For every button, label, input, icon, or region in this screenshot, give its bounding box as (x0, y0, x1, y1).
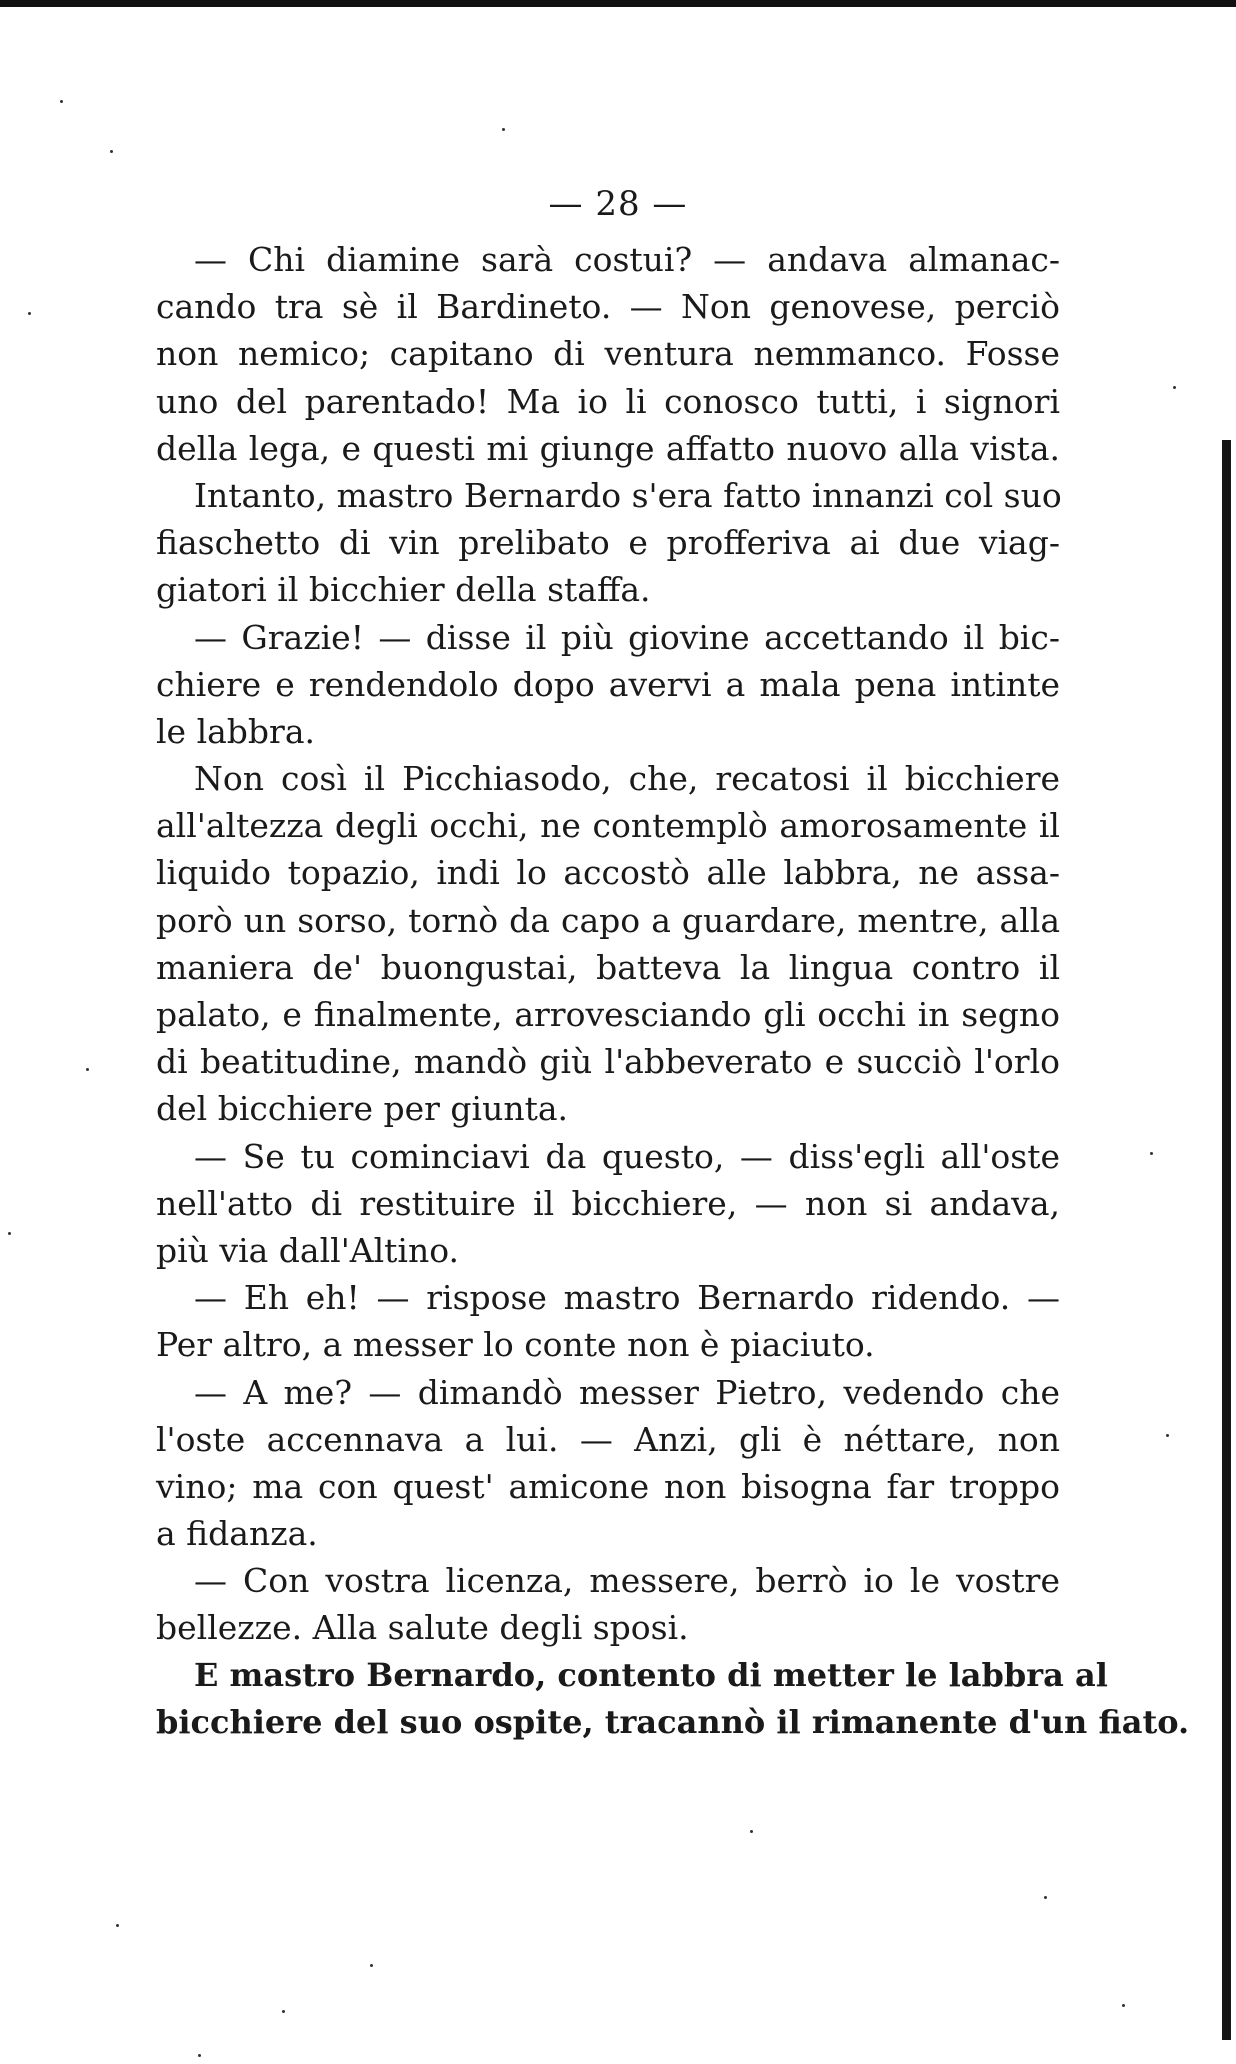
text-line: più via dall'Altino. (156, 1230, 459, 1270)
scan-speck (86, 1068, 89, 1071)
text-line: chiere e rendendolo dopo avervi a mala pena intinte (156, 664, 1060, 704)
text-line: — Con vostra licenza, messere, berrò io le vostre (194, 1561, 1060, 1601)
text-line: Intanto, mastro Bernardo s'era fatto innanzi col suo (194, 475, 1062, 515)
text-line: nell'atto di restituire il bicchiere, — non si andava, (156, 1183, 1060, 1223)
text-line: — A me? — dimandò messer Pietro, vedendo che (194, 1372, 1060, 1412)
text-line: — Se tu cominciavi da questo, — diss'egli all'oste (194, 1136, 1060, 1176)
text-line: giatori il bicchier della staffa. (156, 570, 651, 610)
page-binding-edge (1222, 440, 1231, 2040)
text-line: le labbra. (156, 711, 315, 751)
text-line: bellezze. Alla salute degli sposi. (156, 1608, 689, 1648)
page-number: — 28 — (548, 184, 688, 224)
text-line: all'altezza degli occhi, ne contemplò amorosamente il (156, 806, 1060, 846)
text-line: a fidanza. (156, 1514, 318, 1554)
body-text (156, 236, 1190, 1746)
text-line: Per altro, a messer lo conte non è piaciuto. (156, 1325, 875, 1365)
text-line: palato, e finalmente, arrovesciando gli occhi in segno (156, 995, 1060, 1034)
scan-speck (8, 1232, 11, 1235)
text-line: — Eh eh! — rispose mastro Bernardo ridendo. — (194, 1278, 1060, 1318)
text-line: di beatitudine, mandò giù l'abbeverato e succiò l'orlo (156, 1042, 1060, 1082)
scan-speck (116, 1924, 119, 1927)
text-line: liquido topazio, indi lo accostò alle labbra, ne assa- (156, 853, 1060, 893)
text-line: — Chi diamine sarà costui? — andava almanac- (194, 240, 1060, 279)
scan-speck (370, 1964, 373, 1967)
text-line: porò un sorso, tornò da capo a guardare, mentre, alla (156, 900, 1060, 940)
text-line: — Grazie! — disse il più giovine accettando il bic- (194, 617, 1060, 657)
scan-speck (1173, 386, 1176, 389)
scan-speck (1166, 1434, 1169, 1437)
scan-speck (60, 100, 63, 103)
scan-speck (1044, 1896, 1047, 1899)
text-line: fiaschetto di vin prelibato e profferiva ai due viag- (156, 523, 1060, 563)
scan-speck (110, 150, 113, 153)
text-line: Non così il Picchiasodo, che, recatosi il bicchiere (194, 759, 1060, 799)
scan-speck (1122, 2004, 1125, 2007)
text-line: cando tra sè il Bardineto. — Non genovese, perciò (156, 287, 1060, 327)
scan-speck (282, 2010, 285, 2013)
text-line: bicchiere del suo ospite, tracannò il rimanente d'un fiato. (156, 1702, 1190, 1741)
scan-speck (502, 128, 505, 131)
page-top-border (0, 0, 1236, 7)
text-line: maniera de' buongustai, batteva la lingua contro il (156, 947, 1060, 987)
scan-speck (198, 2054, 201, 2057)
text-line: non nemico; capitano di ventura nemmanco. Fosse (156, 334, 1060, 374)
text-line: vino; ma con quest' amicone non bisogna far troppo (156, 1466, 1060, 1506)
text-line: uno del parentado! Ma io li conosco tutti, i signori (156, 381, 1060, 421)
scan-speck (1150, 1152, 1153, 1155)
scan-speck (28, 312, 31, 315)
text-line: della lega, e questi mi giunge affatto nuovo alla vista. (156, 428, 1060, 468)
text-line: del bicchiere per giunta. (156, 1089, 569, 1129)
text-line: l'oste accennava a lui. — Anzi, gli è néttare, non (156, 1419, 1060, 1459)
scan-speck (750, 1830, 753, 1833)
text-line: E mastro Bernardo, contento di metter le labbra al (194, 1655, 1108, 1694)
